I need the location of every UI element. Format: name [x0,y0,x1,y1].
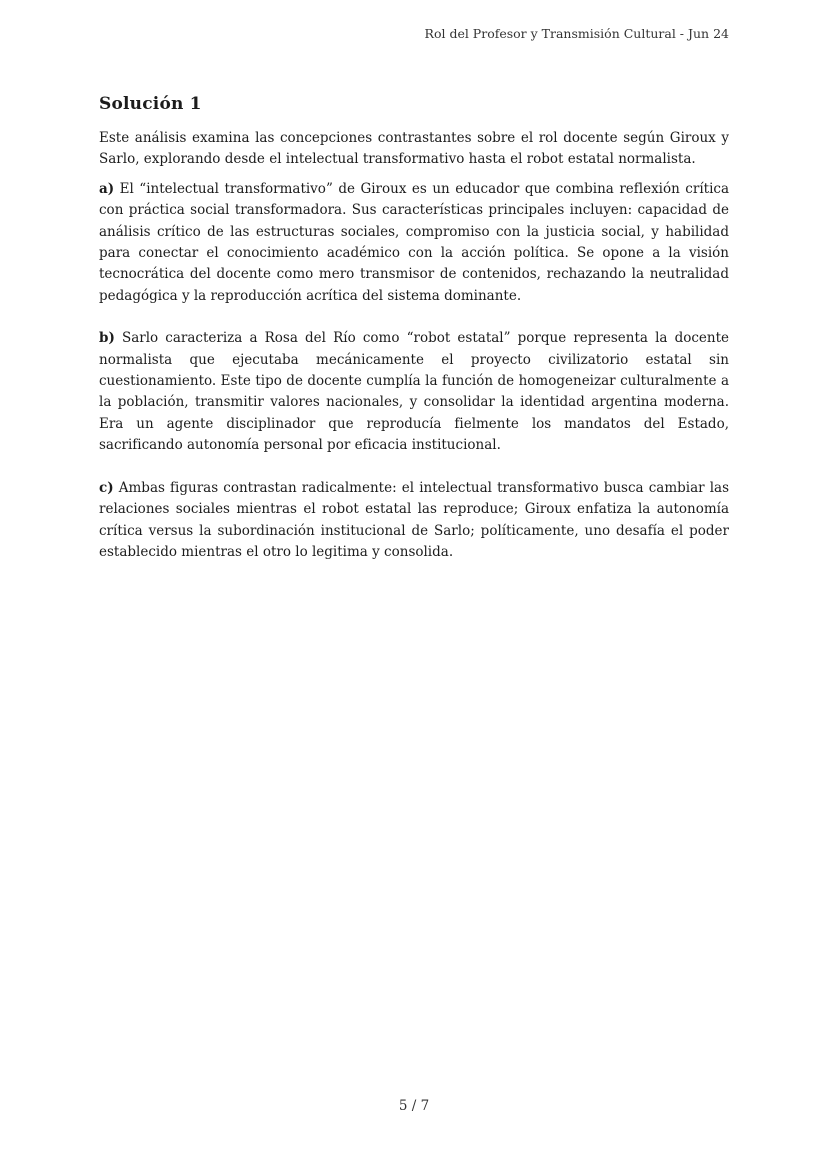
section-title: Solución 1 [99,94,202,114]
answer-paragraph-b [99,328,729,456]
answer-paragraph-a [99,179,729,307]
answer-text-a: El “intelectual transformativo” de Giroux es un educador que combina reflexión crítica con práctica social transformadora. Sus características principales incluyen: capacidad de análisis crítico de las estructuras sociales, compromiso con la justicia social, y habilidad para conectar el conocimiento académico con la acción política. Se opone a la visión tecnocrática del docente como mero transmisor de contenidos, rechazando la neutralidad pedagógica y la reproducción acrítica del sistema dominante. [99,180,729,304]
document-body [99,94,729,563]
running-header: Rol del Profesor y Transmisión Cultural - Jun 24 [424,26,729,41]
answer-text-c: Ambas figuras contrastan radicalmente: el intelectual transformativo busca cambiar las relaciones sociales mientras el robot estatal las reproduce; Giroux enfatiza la autonomía crítica versus la subordinación institucional de Sarlo; políticamente, uno desafía el poder establecido mientras el otro lo legitima y consolida. [99,479,730,560]
intro-paragraph: Este análisis examina las concepciones contrastantes sobre el rol docente según Giroux y Sarlo, explorando desde el intelectual transformativo hasta el robot estatal normalista. [99,130,729,168]
answer-label-b: b) [99,330,115,347]
answer-text-b: Sarlo caracteriza a Rosa del Río como “robot estatal” porque representa la docente normalista que ejecutaba mecánicamente el proyecto civilizatorio estatal sin cuestionamiento. Este tipo de docente cumplía la función de homogeneizar culturalmente a la población, transmitir valores nacionales, y consolidar la identidad argentina moderna. Era un agente disciplinador que reproducía fielmente los mandatos del Estado, sacrificando autonomía personal por eficacia institucional. [99,330,729,454]
page-number: 5 / 7 [398,1098,430,1114]
answer-label-c: c) [99,479,114,496]
answer-paragraph-c [99,478,729,564]
answer-label-a: a) [99,180,115,197]
